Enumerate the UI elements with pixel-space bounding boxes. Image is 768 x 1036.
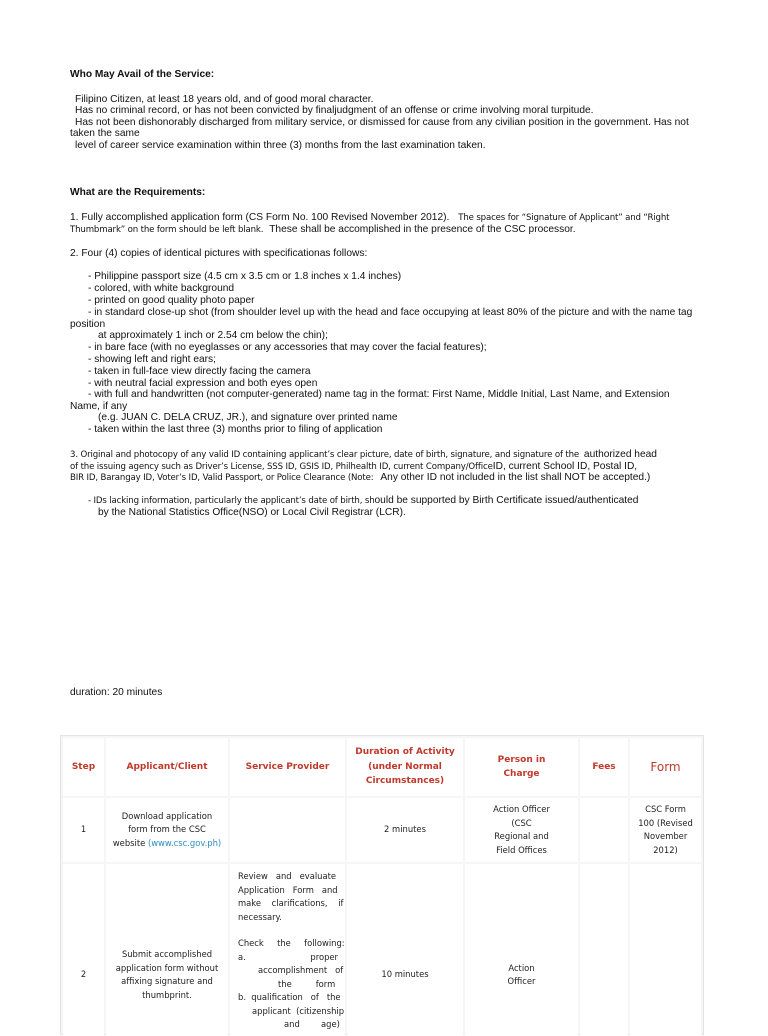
- pic-spec: - Philippine passport size (4.5 cm x 3.5 cm or 1.8 inches x 1.4 inches): [88, 271, 402, 282]
- row1-fees: [580, 798, 628, 862]
- row2-provider-item-a-text: proper: [310, 951, 338, 962]
- row2-form: [630, 864, 701, 1036]
- pic-spec: Name, if any: [70, 401, 128, 412]
- row1-person-line: (CSC: [511, 817, 532, 828]
- pic-spec: position: [70, 319, 106, 330]
- row2-provider-line: the form: [278, 978, 336, 989]
- pic-spec: - with neutral facial expression and both eyes open: [88, 378, 318, 389]
- pic-spec: - colored, with white background: [88, 283, 235, 294]
- row1-applicant-line: form from the CSC: [128, 824, 206, 835]
- row1-form-line: 2012): [653, 844, 678, 855]
- req-heading: What are the Requirements:: [70, 187, 206, 198]
- row2-provider-line: b. qualification of the: [238, 992, 341, 1002]
- who-line: Has no criminal record, or has not been convicted by finaljudgment of an offense or crime involving moral turpitude.: [75, 105, 594, 116]
- row2-step: 2: [63, 864, 104, 1036]
- req-item1-note-cont: Thumbmark” on the form should be left blank.: [70, 225, 264, 235]
- ids-note-text-cont: ould be supported by Birth Certificate issued/authenticated: [374, 495, 639, 506]
- row1-step: 1: [63, 798, 104, 862]
- pic-spec: - taken within the last three (3) months prior to filing of application: [88, 424, 383, 435]
- row2-provider-line: Check the following:: [238, 938, 345, 948]
- req-item3-text: 3. Original and photocopy of any valid ID containing applicant’s clear picture, date of birth, signature, and signature of the: [70, 450, 580, 460]
- th-fees: Fees: [580, 738, 628, 796]
- row1-duration: 2 minutes: [347, 798, 463, 862]
- row2-provider-line: applicant (citizenship: [252, 1005, 345, 1016]
- th-provider: Service Provider: [230, 738, 345, 796]
- row2-person-line: Officer: [507, 976, 536, 986]
- row1-person: [465, 798, 578, 862]
- row2-applicant-line: affixing signature and: [121, 976, 213, 986]
- req-item3-text-cont: authorized head: [583, 449, 657, 460]
- row1-form-line: 100 (Revised: [638, 817, 693, 828]
- ids-note-line2: by the National Statistics Office(NSO) or Local Civil Registrar (LCR).: [98, 507, 406, 518]
- req-item2: 2. Four (4) copies of identical pictures with specificationas follows:: [70, 248, 368, 259]
- row2-duration: 10 minutes: [347, 864, 463, 1036]
- pic-spec: - printed on good quality photo paper: [88, 295, 255, 306]
- row2-provider-line: and age): [284, 1019, 340, 1029]
- th-person-line: Charge: [503, 769, 540, 779]
- row2-person: [465, 864, 578, 1036]
- duration-note: duration: 20 minutes: [70, 687, 163, 698]
- row2-provider-line: Review and evaluate: [238, 871, 337, 881]
- pic-spec: - in bare face (with no eyeglasses or any accessories that may cover the facial features);: [88, 342, 487, 353]
- req-item3-agencies-cont: ID, current School ID, Postal ID,: [492, 461, 638, 472]
- who-line: level of career service examination within three (3) months from the last examination taken.: [75, 140, 486, 151]
- ids-note-line1: [88, 495, 638, 507]
- row1-person-line: Regional and: [494, 831, 549, 841]
- th-applicant: Applicant/Client: [106, 738, 228, 796]
- th-duration-line: (under Normal: [368, 761, 442, 772]
- row2-person-line: Action: [508, 962, 535, 973]
- who-line: Filipino Citizen, at least 18 years old, and of good moral character.: [75, 94, 374, 105]
- row2-applicant: [106, 864, 228, 1036]
- req-item3-agencies: of the issuing agency such as Driver’s License, SSS ID, GSIS ID, Philhealth ID, current Company/Office: [70, 462, 493, 472]
- pic-spec: (e.g. JUAN C. DELA CRUZ, JR.), and signature over printed name: [98, 412, 398, 423]
- th-duration: [347, 738, 463, 796]
- ids-note-text: - IDs lacking information, particularly the applicant’s date of birth, sh: [88, 496, 375, 506]
- row1-applicant-line: [113, 837, 221, 851]
- row2-provider-item-a: a.: [238, 951, 246, 962]
- who-line: Has not been dishonorably discharged from military service, or dismissed for cause from any civilian position in the government. Has not: [75, 117, 689, 128]
- row2-provider-line: accomplishment of: [258, 965, 344, 975]
- req-item1: [70, 212, 669, 224]
- procedure-table: [60, 735, 704, 1035]
- row2-applicant-line: Submit accomplished: [121, 949, 213, 959]
- req-item1-text-cont: These shall be accomplished in the presence of the CSC processor.: [269, 224, 576, 235]
- row2-provider: [230, 864, 345, 1036]
- pic-spec: - with full and handwritten (not computer-generated) name tag in the format: First Name, Middle Initial, Last Name, and Extension: [88, 389, 670, 400]
- row1-applicant-line: Download application: [121, 810, 213, 821]
- th-person-line: Person in: [497, 754, 546, 765]
- req-item3-line3: [70, 472, 650, 484]
- th-form: Form: [630, 738, 701, 796]
- row1-form-line: November: [643, 831, 688, 841]
- row1-form: [630, 798, 701, 862]
- req-item3-more-ids: BIR ID, Barangay ID, Voter’s ID, Valid Passport, or Police Clearance (Note:: [70, 473, 374, 483]
- csc-website-link[interactable]: (www.csc.gov.ph): [147, 837, 222, 848]
- req-item1-text: 1. Fully accomplished application form (CS Form No. 100 Revised November 2012).: [70, 212, 450, 223]
- row2-applicant-line: thumbprint.: [142, 989, 192, 1000]
- th-duration-line: Duration of Activity: [355, 747, 455, 758]
- th-person: [465, 738, 578, 796]
- pic-spec: - showing left and right ears;: [88, 354, 216, 365]
- row2-fees: [580, 864, 628, 1036]
- pic-spec: - taken in full-face view directly facing the camera: [88, 366, 311, 377]
- row2-provider-line: necessary.: [238, 911, 282, 922]
- req-item3-line1: [70, 449, 657, 461]
- req-item1-line2: [70, 224, 576, 236]
- th-step: Step: [63, 738, 104, 796]
- row2-applicant-line: application form without: [115, 962, 219, 973]
- row1-applicant: [106, 798, 228, 862]
- row1-person-line: Field Offices: [496, 844, 547, 855]
- row2-provider-line: [238, 951, 338, 965]
- row1-form-line: CSC Form: [645, 804, 686, 814]
- row2-provider-line: make clarifications, if: [238, 898, 344, 908]
- req-item1-note: The spaces for “Signature of Applicant” and “Right: [458, 213, 670, 223]
- who-line: taken the same: [70, 128, 140, 139]
- row1-applicant-text: website: [112, 837, 146, 848]
- row1-person-line: Action Officer: [493, 804, 550, 814]
- req-item3-note: Any other ID not included in the list shall NOT be accepted.): [380, 472, 651, 483]
- th-duration-line: Circumstances): [365, 776, 445, 787]
- row2-provider-line: Application Form and: [238, 884, 338, 895]
- pic-spec: at approximately 1 inch or 2.54 cm below the chin);: [98, 330, 328, 341]
- pic-spec: - in standard close-up shot (from shoulder level up with the head and face occupying at least 80% of the picture and with the name tag: [88, 307, 693, 318]
- who-heading: Who May Avail of the Service:: [70, 69, 215, 80]
- row1-provider: [230, 798, 345, 862]
